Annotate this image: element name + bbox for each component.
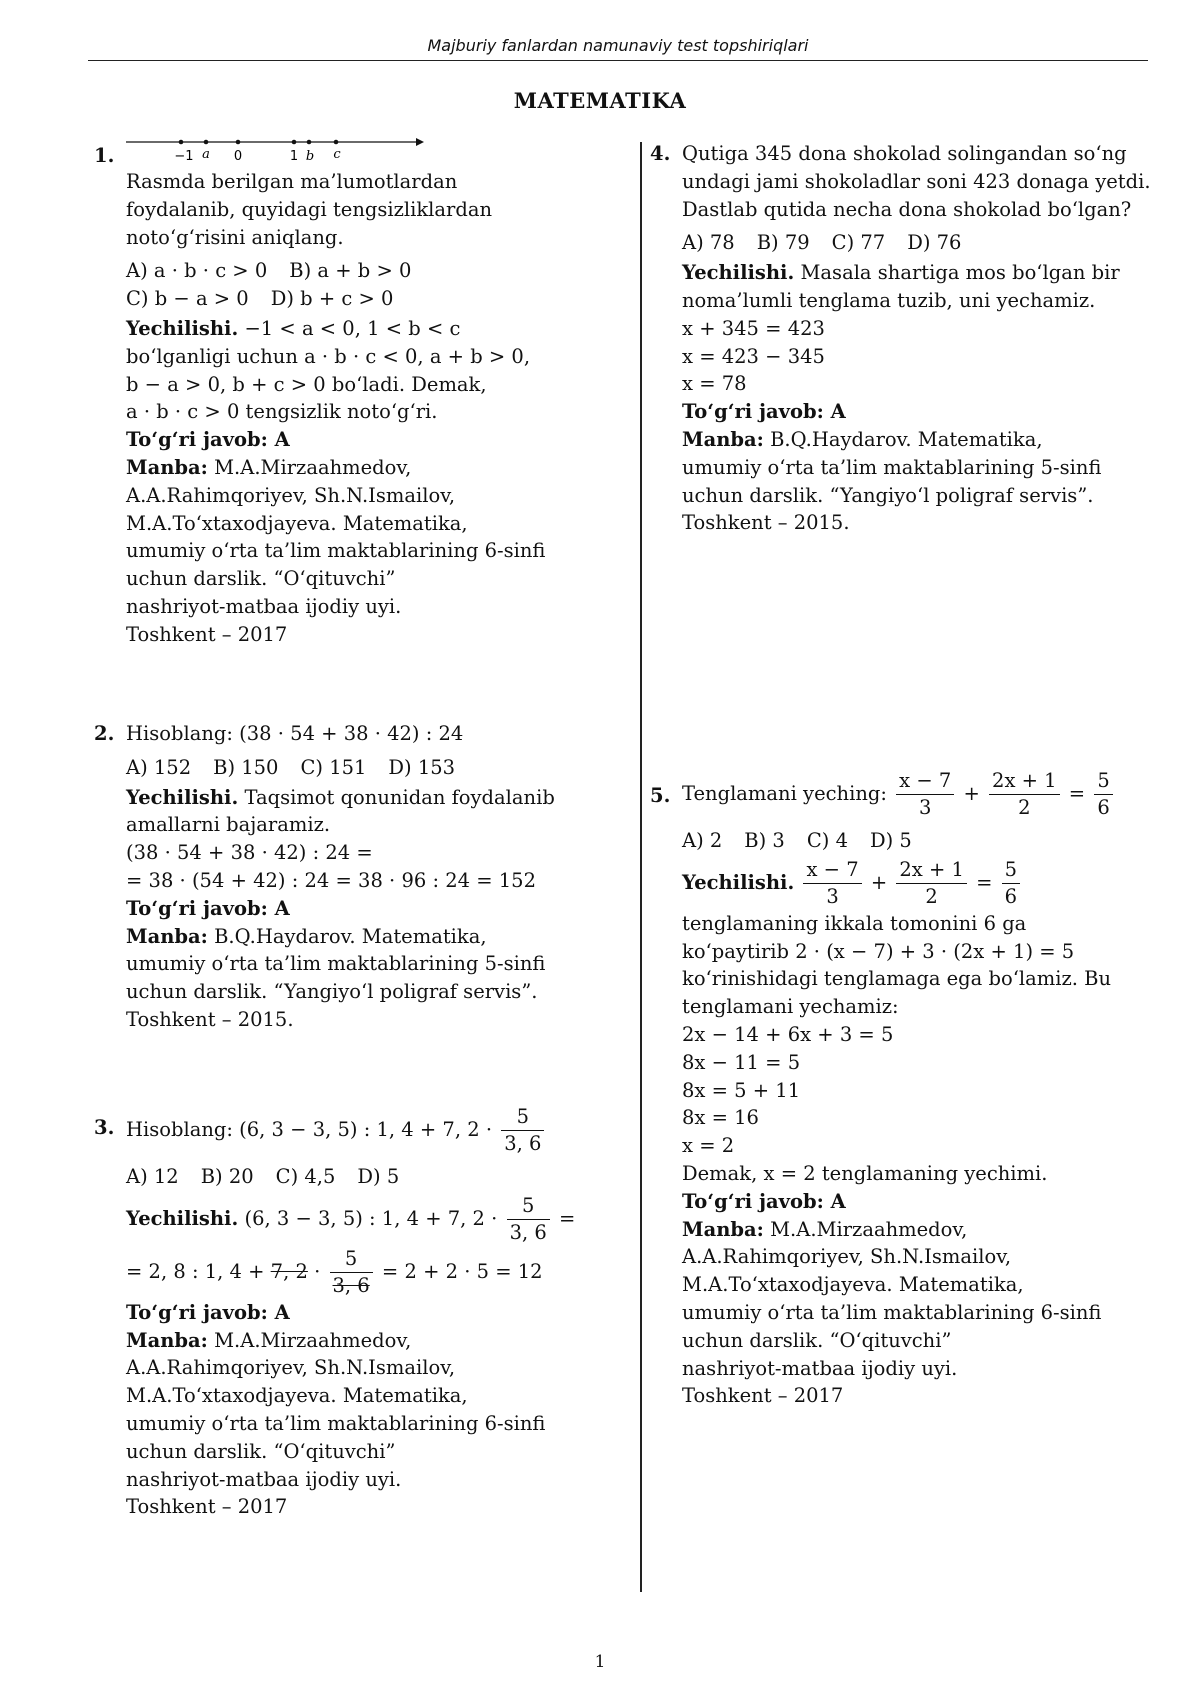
answer-value: A bbox=[274, 896, 290, 920]
source-label: Manba: bbox=[126, 924, 208, 948]
solution-label: Yechilishi. bbox=[126, 1206, 239, 1230]
source-line: Toshkent – 2017 bbox=[126, 622, 288, 646]
question-text bbox=[126, 1104, 614, 1157]
option-b: B) 79 bbox=[756, 231, 810, 255]
source-label: Manba: bbox=[126, 1328, 208, 1352]
solution-fraction-2 bbox=[330, 1246, 373, 1299]
answer-label: To‘g‘ri javob: bbox=[126, 1300, 268, 1324]
source-line: M.A.To‘xtaxodjayeva. Matematika, bbox=[126, 511, 468, 535]
page-header bbox=[88, 34, 1148, 61]
source-line: A.A.Rahimqoriyev, Sh.N.Ismailov, bbox=[682, 1245, 1012, 1269]
source-line: uchun darslik. “Yangiyo‘l poligraf servis”. bbox=[682, 483, 1094, 507]
source-line: nashriyot-matbaa ijodiy uyi. bbox=[126, 1467, 402, 1491]
source-line: Toshkent – 2017 bbox=[126, 1495, 288, 1519]
solution-line: a · b · c > 0 tengsizlik noto‘g‘ri. bbox=[126, 400, 438, 424]
solution-line-1-end: = bbox=[558, 1206, 576, 1230]
label-minus-one: −1 bbox=[174, 149, 194, 164]
solution-fraction-3 bbox=[1002, 857, 1020, 910]
fraction-denominator: 6 bbox=[1002, 883, 1020, 910]
plus-sign: + bbox=[963, 782, 980, 805]
source-line: B.Q.Haydarov. Matematika, bbox=[770, 427, 1043, 451]
question-5 bbox=[650, 768, 1150, 1410]
solution-line: −1 < a < 0, 1 < b < c bbox=[244, 316, 461, 340]
fraction-numerator: 5 bbox=[516, 1105, 530, 1128]
solution-struck-value: 7, 2 bbox=[270, 1259, 308, 1283]
point-a bbox=[204, 140, 209, 145]
solution-line-2b: · bbox=[314, 1259, 321, 1283]
point-one bbox=[292, 140, 297, 145]
solution-line: 8x = 16 bbox=[682, 1106, 759, 1130]
solution-line: x = 423 − 345 bbox=[682, 344, 825, 368]
option-c: C) 77 bbox=[831, 231, 886, 255]
fraction-numerator: x − 7 bbox=[899, 769, 952, 792]
fraction-1 bbox=[896, 768, 954, 821]
fraction-denominator: 3, 6 bbox=[507, 1219, 550, 1246]
solution-label: Yechilishi. bbox=[126, 316, 239, 340]
answer-options bbox=[682, 229, 1150, 257]
solution-intro: Masala shartiga mos bo‘lgan bir noma’lumli tenglama tuzib, uni yechamiz. bbox=[682, 261, 1120, 312]
option-a: A) 2 bbox=[682, 829, 723, 852]
answer-value: A bbox=[830, 1189, 846, 1213]
answer-value: A bbox=[274, 1300, 290, 1324]
question-number: 2. bbox=[94, 722, 115, 745]
fraction-numerator: 2x + 1 bbox=[899, 857, 964, 881]
source-line: nashriyot-matbaa ijodiy uyi. bbox=[682, 1356, 958, 1380]
source-line: nashriyot-matbaa ijodiy uyi. bbox=[126, 594, 402, 618]
source-label: Manba: bbox=[682, 1217, 764, 1241]
answer-value: A bbox=[830, 400, 846, 424]
option-b: B) a + b > 0 bbox=[289, 259, 412, 283]
source-line: umumiy o‘rta ta’lim maktablarining 6-sinfi bbox=[126, 1411, 546, 1435]
solution-fraction-2 bbox=[896, 857, 967, 910]
source-line: umumiy o‘rta ta’lim maktablarining 6-sinfi bbox=[126, 539, 546, 563]
answer-label: To‘g‘ri javob: bbox=[126, 896, 268, 920]
option-d: D) b + c > 0 bbox=[270, 287, 394, 311]
source-line: A.A.Rahimqoriyev, Sh.N.Ismailov, bbox=[126, 483, 456, 507]
equals-sign: = bbox=[976, 870, 993, 894]
question-2 bbox=[94, 720, 614, 1034]
option-c: C) 151 bbox=[300, 755, 367, 779]
question-4 bbox=[650, 140, 1150, 537]
question-number: 1. bbox=[94, 144, 115, 167]
solution-line: tenglamani yechamiz: bbox=[682, 995, 899, 1019]
fraction-denominator: 3 bbox=[896, 794, 954, 821]
solution-line: 2x − 14 + 6x + 3 = 5 bbox=[682, 1022, 894, 1046]
answer-options bbox=[126, 1163, 614, 1191]
solution-line: b − a > 0, b + c > 0 bo‘ladi. Demak, bbox=[126, 372, 487, 396]
question-text: Qutiga 345 dona shokolad solingandan so‘ng undagi jami shokoladlar soni 423 donaga yetdi. Dastlab qutida necha dona shokolad bo‘lgan? bbox=[682, 142, 1151, 221]
fraction-numerator: x − 7 bbox=[806, 857, 859, 881]
solution-line: x = 78 bbox=[682, 372, 747, 396]
number-line-figure bbox=[126, 134, 426, 168]
option-a: A) 12 bbox=[126, 1165, 179, 1188]
solution-line-2c: = 2 + 2 · 5 = 12 bbox=[381, 1259, 543, 1283]
label-zero: 0 bbox=[233, 149, 243, 164]
fraction-numerator: 5 bbox=[1004, 857, 1018, 881]
solution-line: (38 · 54 + 38 · 42) : 24 = bbox=[126, 841, 373, 865]
solution-fraction-1 bbox=[507, 1193, 550, 1246]
solution-line: 8x − 11 = 5 bbox=[682, 1050, 801, 1074]
fraction-denominator: 2 bbox=[896, 883, 967, 910]
solution-label: Yechilishi. bbox=[682, 870, 795, 894]
answer-options bbox=[682, 827, 1150, 855]
answer-options bbox=[126, 257, 614, 313]
source-line: M.A.Mirzaahmedov, bbox=[770, 1217, 968, 1241]
label-b: b bbox=[305, 149, 315, 164]
task-prefix: Hisoblang: (6, 3 − 3, 5) : 1, 4 + 7, 2 · bbox=[126, 1118, 493, 1141]
solution-line-1: (6, 3 − 3, 5) : 1, 4 + 7, 2 · bbox=[244, 1206, 498, 1230]
solution-line-2a: = 2, 8 : 1, 4 + bbox=[126, 1259, 265, 1283]
option-b: B) 3 bbox=[744, 829, 785, 852]
option-c: C) 4 bbox=[806, 829, 848, 852]
option-b: B) 150 bbox=[213, 755, 279, 779]
fraction-numerator: 2x + 1 bbox=[992, 769, 1057, 792]
fraction-denominator: 3, 6 bbox=[501, 1130, 544, 1157]
solution-fraction-1 bbox=[803, 857, 861, 910]
source-label: Manba: bbox=[682, 427, 764, 451]
answer-label: To‘g‘ri javob: bbox=[682, 1189, 824, 1213]
source-line: uchun darslik. “O‘qituvchi” bbox=[126, 567, 396, 591]
solution-line: x + 345 = 423 bbox=[682, 316, 825, 340]
fraction-denominator: 3 bbox=[803, 883, 861, 910]
source-line: Toshkent – 2015. bbox=[126, 1007, 294, 1031]
fraction-denominator: 3, 6 bbox=[330, 1272, 373, 1299]
column-divider bbox=[640, 142, 642, 1592]
source-line: M.A.To‘xtaxodjayeva. Matematika, bbox=[126, 1384, 468, 1408]
answer-options bbox=[126, 754, 614, 782]
question-1 bbox=[94, 134, 614, 649]
question-text: Rasmda berilgan ma’lumotlardan foydalanib, quyidagi tengsizliklardan noto‘g‘risini aniqlang. bbox=[126, 170, 493, 249]
source-line: uchun darslik. “O‘qituvchi” bbox=[126, 1439, 396, 1463]
solution-line: 8x = 5 + 11 bbox=[682, 1078, 801, 1102]
source-line: M.A.Mirzaahmedov, bbox=[214, 455, 412, 479]
answer-label: To‘g‘ri javob: bbox=[682, 400, 824, 424]
answer-value: A bbox=[274, 428, 290, 452]
option-c: C) 4,5 bbox=[275, 1165, 336, 1188]
question-number: 5. bbox=[650, 784, 671, 807]
plus-sign: + bbox=[870, 870, 888, 894]
question-number: 3. bbox=[94, 1116, 115, 1139]
source-line: umumiy o‘rta ta’lim maktablarining 6-sinfi bbox=[682, 1300, 1102, 1324]
option-d: D) 76 bbox=[907, 231, 962, 255]
solution-line: x = 2 bbox=[682, 1134, 735, 1158]
solution-line: Demak, x = 2 tenglamaning yechimi. bbox=[682, 1161, 1048, 1185]
source-line: A.A.Rahimqoriyev, Sh.N.Ismailov, bbox=[126, 1356, 456, 1380]
source-line: umumiy o‘rta ta’lim maktablarining 5-sinfi bbox=[682, 455, 1102, 479]
question-text: Hisoblang: (38 · 54 + 38 · 42) : 24 bbox=[126, 722, 464, 745]
source-line: uchun darslik. “Yangiyo‘l poligraf servis”. bbox=[126, 980, 538, 1004]
fraction-numerator: 5 bbox=[344, 1246, 358, 1270]
fraction-numerator: 5 bbox=[521, 1193, 535, 1217]
equals-sign: = bbox=[1068, 782, 1086, 805]
header-title: Majburiy fanlardan namunaviy test topshiriqlari bbox=[427, 36, 809, 55]
solution-line: ko‘paytirib 2 · (x − 7) + 3 · (2x + 1) = 5 bbox=[682, 939, 1075, 963]
fraction-3 bbox=[1094, 768, 1112, 821]
question-3 bbox=[94, 1104, 614, 1521]
point-c bbox=[334, 140, 339, 145]
option-d: D) 5 bbox=[357, 1165, 400, 1188]
source-line: B.Q.Haydarov. Matematika, bbox=[214, 924, 487, 948]
fraction-numerator: 5 bbox=[1097, 769, 1110, 792]
answer-label: To‘g‘ri javob: bbox=[126, 428, 268, 452]
option-a: A) 152 bbox=[126, 755, 192, 779]
solution-label: Yechilishi. bbox=[682, 261, 795, 285]
solution-line: ko‘rinishidagi tenglamaga ega bo‘lamiz. Bu bbox=[682, 967, 1112, 991]
option-d: D) 5 bbox=[869, 829, 912, 852]
solution-line: = 38 · (54 + 42) : 24 = 38 · 96 : 24 = 152 bbox=[126, 868, 536, 892]
source-line: umumiy o‘rta ta’lim maktablarining 5-sinfi bbox=[126, 952, 546, 976]
option-c: C) b − a > 0 bbox=[126, 287, 249, 311]
number-line-arrow bbox=[416, 138, 424, 146]
label-one: 1 bbox=[289, 149, 299, 164]
source-line: M.A.To‘xtaxodjayeva. Matematika, bbox=[682, 1273, 1024, 1297]
point-minus-one bbox=[179, 140, 184, 145]
point-zero bbox=[236, 140, 241, 145]
question-number: 4. bbox=[650, 142, 671, 165]
option-a: A) a · b · c > 0 bbox=[126, 259, 268, 283]
point-b bbox=[307, 140, 312, 145]
task-fraction bbox=[501, 1104, 544, 1157]
fraction-denominator: 6 bbox=[1094, 794, 1112, 821]
question-text bbox=[682, 768, 1150, 821]
option-a: A) 78 bbox=[682, 231, 735, 255]
label-a: a bbox=[202, 147, 210, 162]
solution-intro: Taqsimot qonunidan foydalanib amallarni bajaramiz. bbox=[126, 785, 555, 837]
fraction-denominator: 2 bbox=[989, 794, 1060, 821]
source-line: Toshkent – 2017 bbox=[682, 1384, 844, 1408]
subject-title: MATEMATIKA bbox=[513, 88, 687, 113]
source-line: M.A.Mirzaahmedov, bbox=[214, 1328, 412, 1352]
page-number: 1 bbox=[594, 1652, 606, 1672]
solution-line: tenglamaning ikkala tomonini 6 ga bbox=[682, 911, 1027, 935]
source-label: Manba: bbox=[126, 455, 208, 479]
fraction-2 bbox=[989, 768, 1060, 821]
option-b: B) 20 bbox=[200, 1165, 254, 1188]
solution-line: bo‘lganligi uchun a · b · c < 0, a + b > 0, bbox=[126, 344, 531, 368]
option-d: D) 153 bbox=[388, 755, 456, 779]
solution-label: Yechilishi. bbox=[126, 785, 239, 809]
label-c: c bbox=[333, 147, 341, 162]
task-text: Tenglamani yeching: bbox=[682, 782, 887, 805]
source-line: uchun darslik. “O‘qituvchi” bbox=[682, 1328, 952, 1352]
source-line: Toshkent – 2015. bbox=[682, 511, 850, 535]
